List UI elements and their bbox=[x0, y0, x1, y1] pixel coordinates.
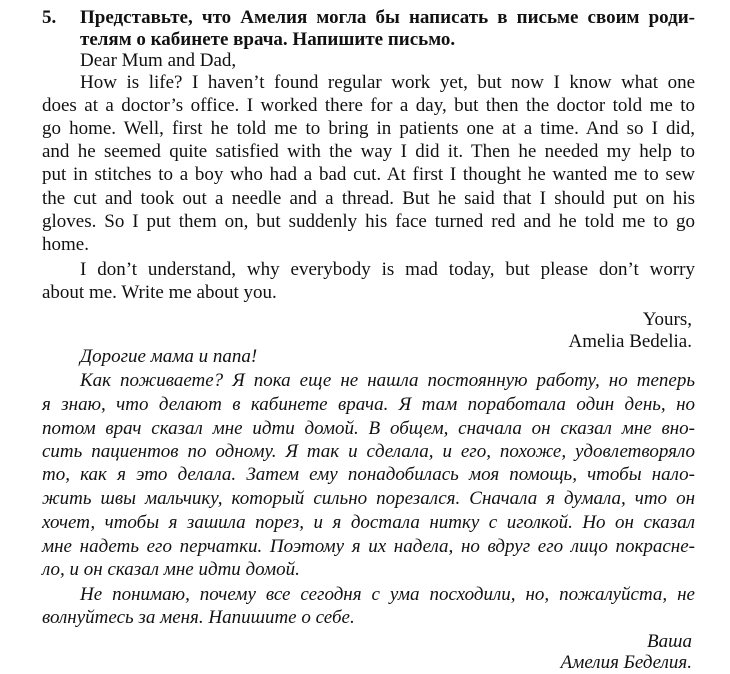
task-instruction-line: Представьте, что Амелия могла бы написать в письме своим роди- bbox=[80, 7, 695, 28]
english-line: home. bbox=[42, 234, 89, 255]
english-line: gloves. So I put them on, but suddenly his face turned red and he told me to go bbox=[42, 211, 695, 232]
russian-greeting: Дорогие мама и папа! bbox=[80, 346, 258, 367]
task-instruction-line: телям о кабинете врача. Напишите письмо. bbox=[80, 29, 456, 50]
russian-line: Как поживаете? Я пока еще не нашла постоянную работу, но теперь bbox=[80, 370, 695, 391]
russian-line: ло, и он сказал мне идти домой. bbox=[42, 559, 300, 580]
russian-closing: Ваша bbox=[647, 631, 692, 652]
russian-line: волнуйтесь за меня. Напишите о себе. bbox=[42, 607, 355, 628]
russian-line: сить пациентов по одному. Я так и сделала, и его, похоже, удовлетворяло bbox=[42, 441, 695, 462]
russian-line: Не понимаю, почему все сегодня с ума посходили, но, пожалуйста, не bbox=[80, 584, 695, 605]
russian-line: мне надеть его перчатки. Поэтому я их надела, но вдруг его лицо покрасне- bbox=[42, 536, 695, 557]
english-line: the cut and took out a needle and a thread. But he said that I should put on his bbox=[42, 188, 695, 209]
english-signature: Amelia Bedelia. bbox=[568, 331, 692, 352]
english-line: about me. Write me about you. bbox=[42, 282, 277, 303]
russian-line: то, как я это делала. Затем ему понадобилась моя помощь, чтобы нало- bbox=[42, 464, 695, 485]
russian-line: я знаю, что делают в кабинете врача. Я там поработала один день, но bbox=[42, 394, 695, 415]
russian-line: жить швы мальчику, который сильно порезался. Сначала я думала, что он bbox=[42, 488, 695, 509]
english-closing: Yours, bbox=[642, 309, 692, 330]
english-line: put in stitches to a boy who had a bad cut. At first I thought he wanted me to sew bbox=[42, 164, 695, 185]
english-line: I don’t understand, why everybody is mad today, but please don’t worry bbox=[80, 259, 695, 280]
russian-signature: Амелия Беделия. bbox=[560, 652, 692, 673]
english-line: and he seemed quite satisfied with the way I did it. Then he needed my help to bbox=[42, 141, 695, 162]
english-greeting: Dear Mum and Dad, bbox=[80, 50, 237, 71]
russian-line: хочет, чтобы я зашила порез, и я достала нитку с иголкой. Но он сказал bbox=[42, 512, 695, 533]
task-number: 5. bbox=[42, 7, 57, 28]
english-line: How is life? I haven’t found regular work yet, but now I know what one bbox=[80, 72, 695, 93]
english-line: does at a doctor’s office. I worked there for a day, but then the doctor told me to bbox=[42, 95, 695, 116]
russian-line: потом врач сказал мне идти домой. В общем, сначала он сказал мне вно- bbox=[42, 418, 695, 439]
english-line: go home. Well, first he told me to bring in patients one at a time. And so I did, bbox=[42, 118, 695, 139]
